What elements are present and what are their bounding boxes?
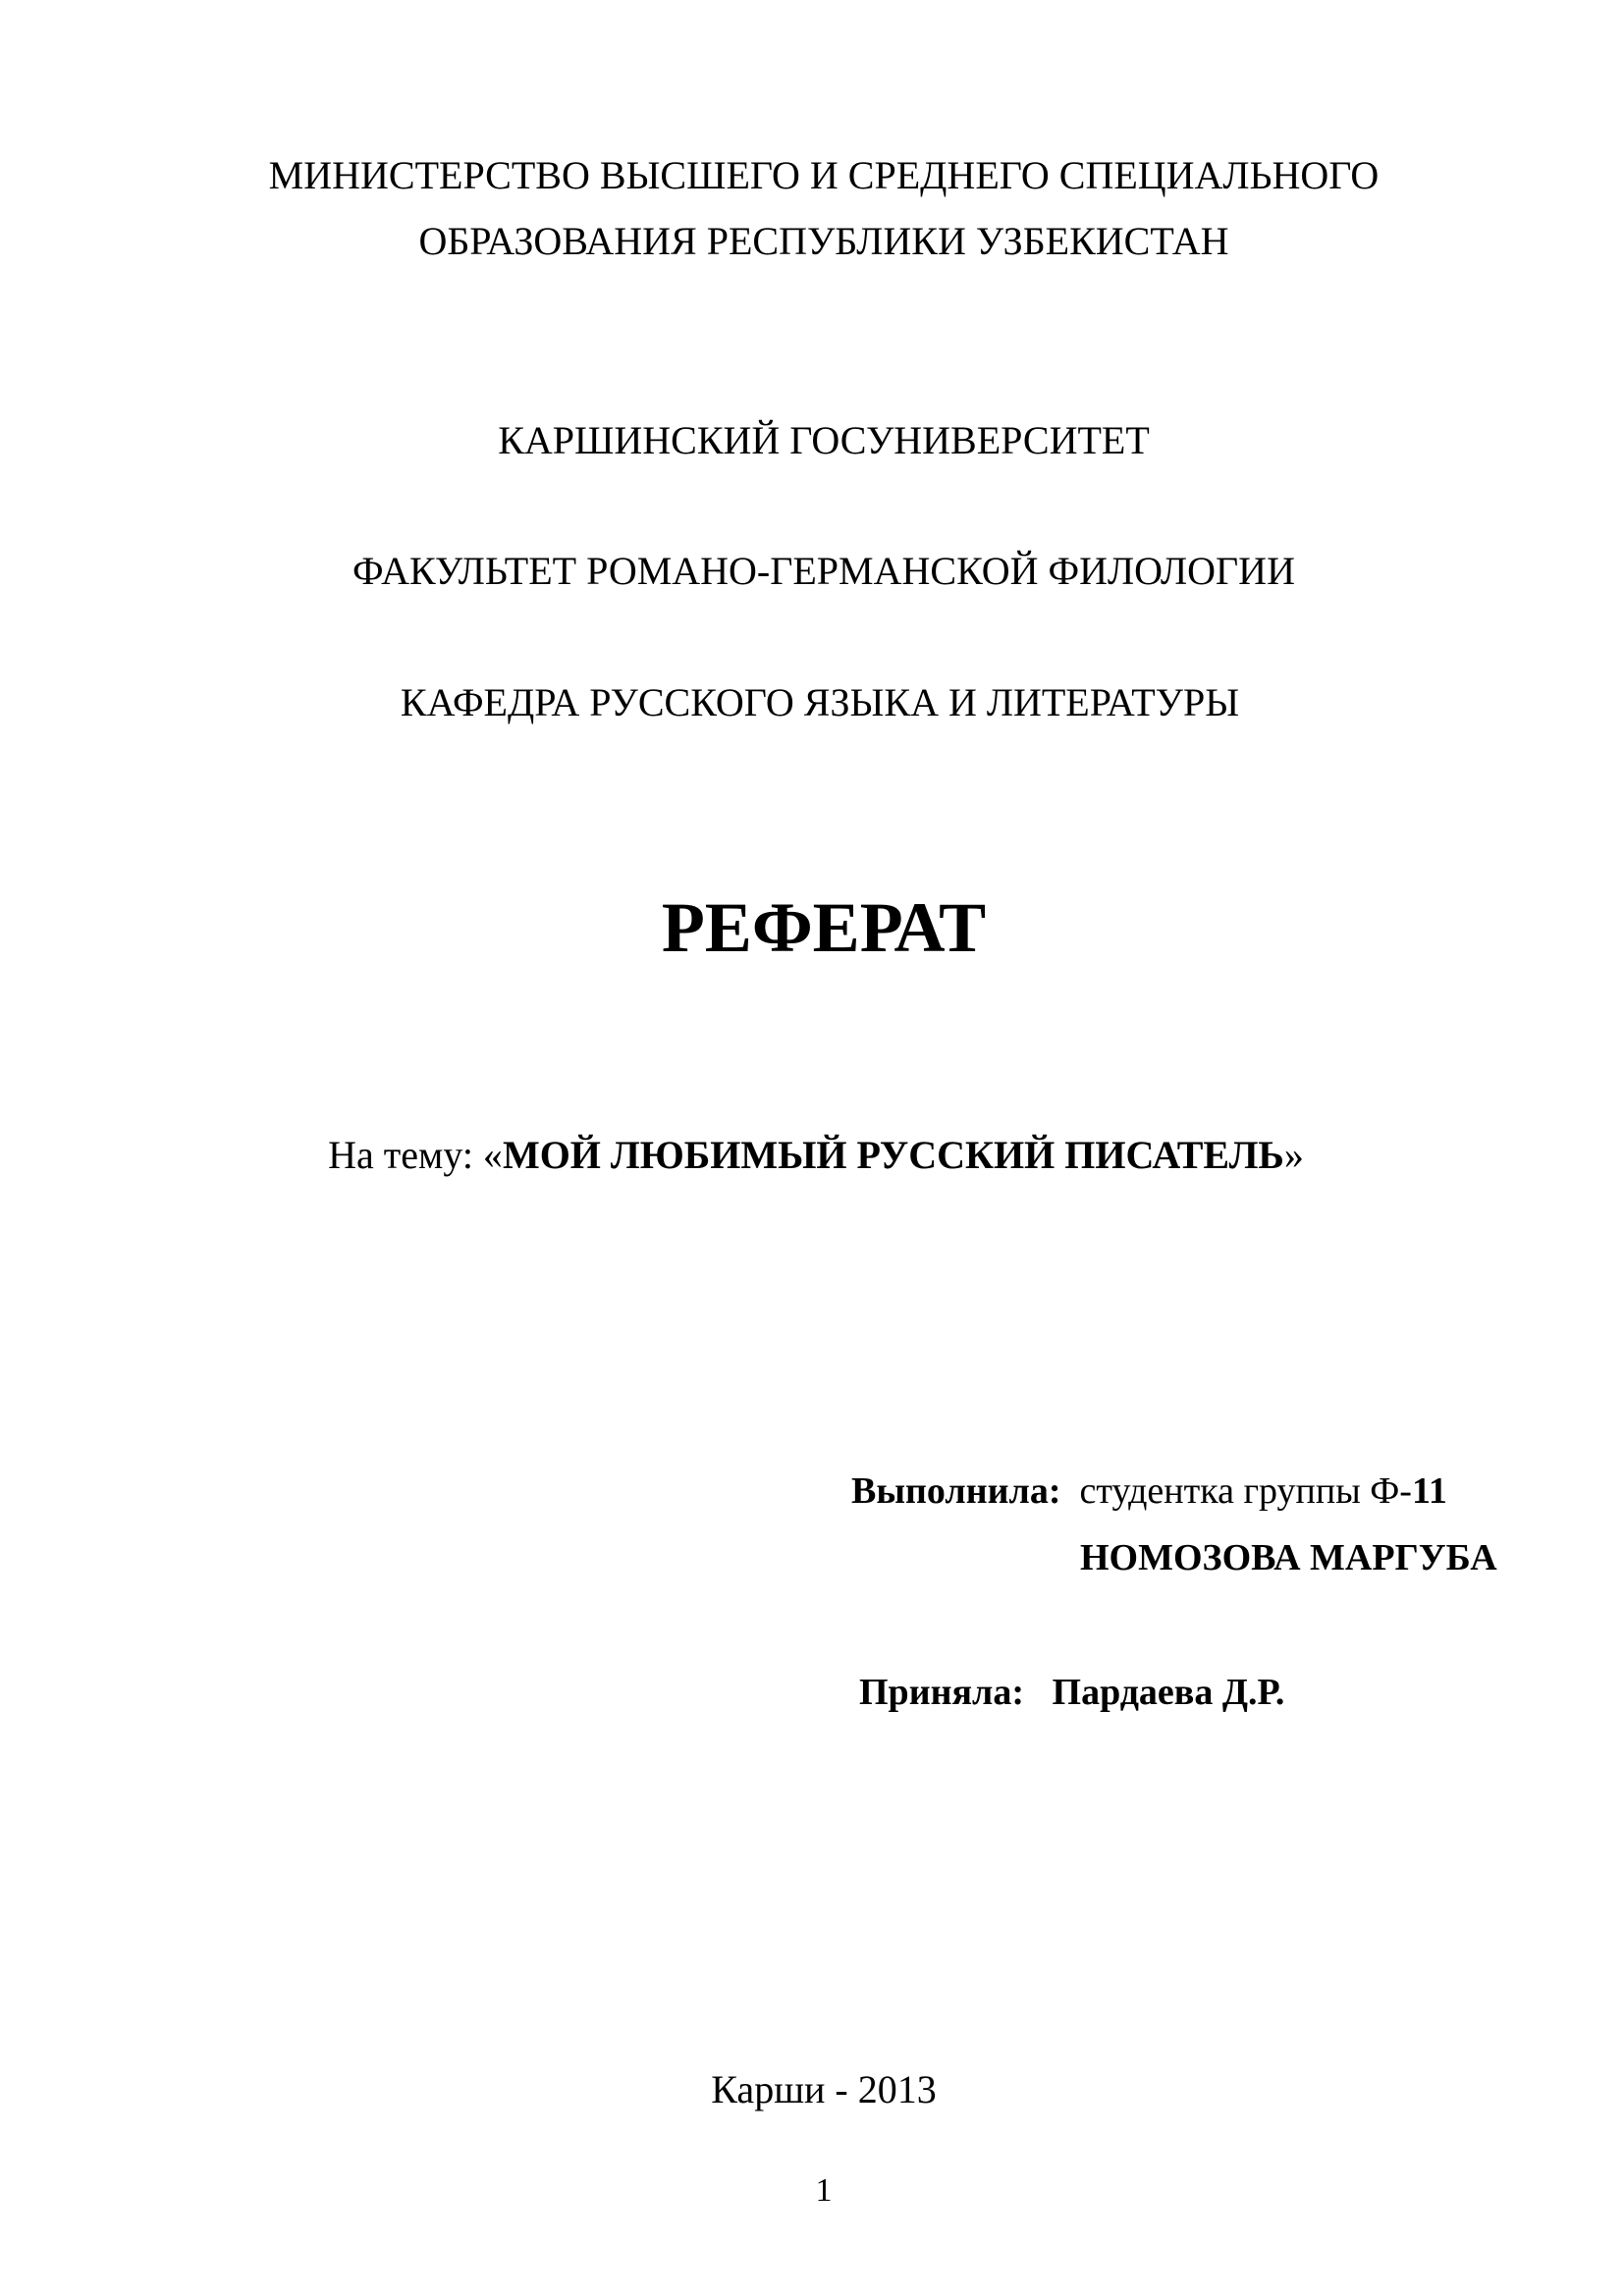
topic-text: МОЙ ЛЮБИМЫЙ РУССКИЙ ПИСАТЕЛЬ [502,1133,1284,1177]
reviewer-line [859,1669,1284,1716]
author-role: студентка группы Ф- [1079,1470,1412,1512]
department-name: КАФЕДРА РУССКОГО ЯЗЫКА И ЛИТЕРАТУРЫ [400,680,1240,724]
author-label: Выполнила: [851,1470,1061,1512]
ministry-line-2: ОБРАЗОВАНИЯ РЕСПУБЛИКИ УЗБЕКИСТАН [418,219,1229,263]
reviewer-label: Приняла: [859,1672,1025,1713]
city-year: Карши - 2013 [711,2067,937,2111]
topic-prefix: На тему: « [328,1133,503,1177]
document-title: РЕФЕРАТ [661,888,987,967]
university-name: КАРШИНСКИЙ ГОСУНИВЕРСИТЕТ [498,418,1150,462]
topic-suffix: » [1283,1133,1304,1177]
faculty-name: ФАКУЛЬТЕТ РОМАНО-ГЕРМАНСКОЙ ФИЛОЛОГИИ [352,549,1295,593]
ministry-line-1: МИНИСТЕРСТВО ВЫСШЕГО И СРЕДНЕГО СПЕЦИАЛЬНОГО [268,153,1380,197]
author-line [851,1468,1447,1515]
reviewer-name: Пардаева Д.Р. [1052,1672,1285,1713]
author-group: 11 [1411,1470,1447,1512]
author-name: НОМОЗОВА МАРГУБА [1080,1537,1497,1578]
page-number: 1 [815,2172,833,2209]
topic-line [4,1131,1624,1180]
